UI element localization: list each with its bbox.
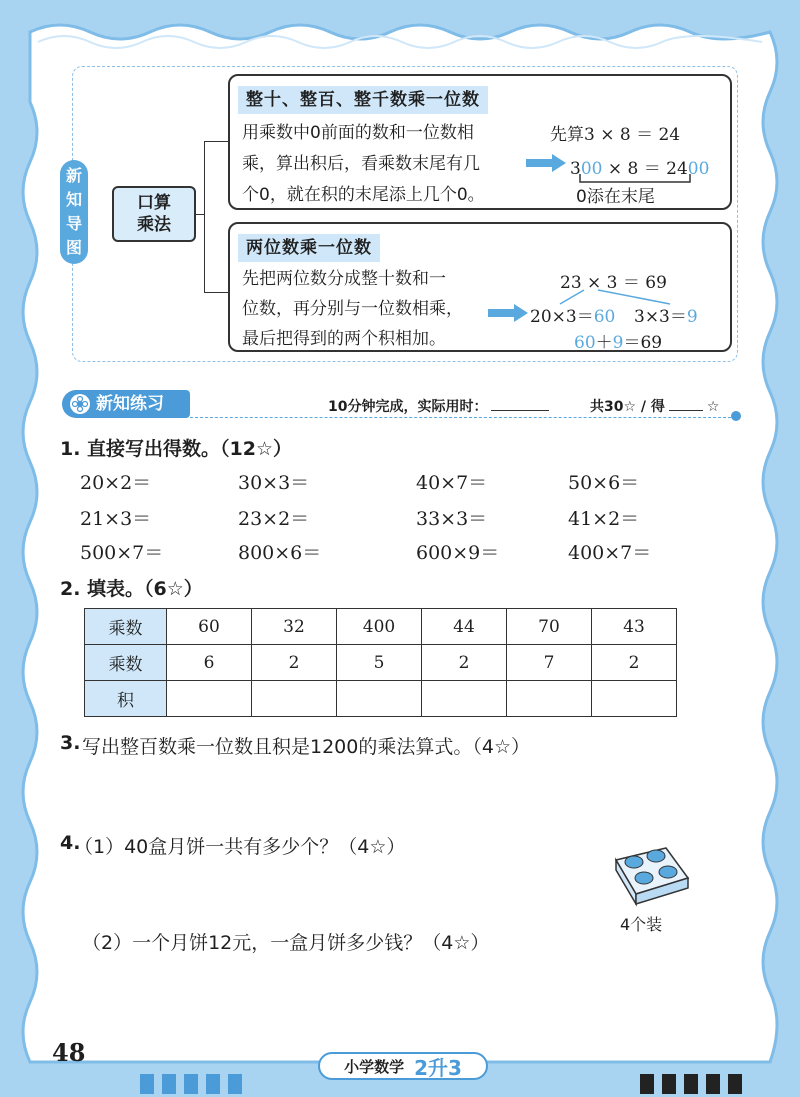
answer-cell[interactable] — [167, 681, 252, 717]
q1-expr[interactable]: 23×2＝ — [238, 508, 310, 530]
q1-expr[interactable]: 40×7＝ — [416, 472, 488, 494]
card-title: 整十、整百、整千数乘一位数 — [238, 86, 488, 114]
footer-bars-left — [140, 1074, 242, 1094]
root-connector — [196, 214, 204, 215]
card-multiples-of-ten — [228, 74, 732, 210]
example-line — [550, 120, 680, 145]
table-cell: 7 — [507, 645, 592, 681]
q1-expr[interactable]: 41×2＝ — [568, 508, 640, 530]
tag-char: 新 — [65, 166, 82, 185]
mooncake-box-icon — [608, 838, 692, 910]
bar — [162, 1074, 176, 1094]
sum-result: ＝69 — [623, 333, 663, 353]
score-info — [590, 396, 719, 416]
example-zeros: 00 — [580, 159, 603, 179]
answer-cell[interactable] — [592, 681, 677, 717]
footer-subject: 小学数学 — [344, 1057, 405, 1076]
footer-grade: 2升3 — [414, 1055, 462, 1080]
q1-expr[interactable]: 600×9＝ — [416, 542, 500, 564]
right-arrow-icon — [526, 154, 566, 172]
table-cell: 2 — [592, 645, 677, 681]
right-expr: 3×3＝ — [634, 307, 687, 327]
score-blank[interactable] — [669, 397, 703, 411]
table-header-cell: 乘数 — [85, 609, 167, 645]
example-zeros: 00 — [687, 159, 710, 179]
answer-cell[interactable] — [252, 681, 337, 717]
table-cell: 2 — [422, 645, 507, 681]
table-cell: 5 — [337, 645, 422, 681]
table-cell: 44 — [422, 609, 507, 645]
practice-tag-label: 新知练习 — [96, 394, 164, 414]
q1-title: 1. 直接写出得数。（12☆） — [60, 438, 293, 460]
q2-title: 2. 填表。（6☆） — [60, 578, 203, 600]
table-row — [85, 681, 677, 717]
star-icon: ☆ — [706, 399, 720, 415]
answer-cell[interactable] — [422, 681, 507, 717]
table-row — [85, 645, 677, 681]
practice-section-tag — [62, 390, 190, 418]
card-two-digit — [228, 222, 732, 352]
table-header-cell: 积 — [85, 681, 167, 717]
time-blank[interactable] — [491, 397, 549, 411]
time-label: 10分钟完成，实际用时： — [328, 399, 488, 415]
new-knowledge-map-tag — [60, 160, 88, 264]
example-part: × 8 ＝ 24 — [602, 159, 688, 179]
table-header-cell: 乘数 — [85, 645, 167, 681]
example-expr: 3 × 8 ＝ 24 — [584, 125, 681, 145]
tag-char: 导 — [65, 214, 82, 233]
footer-bars-right — [640, 1074, 742, 1094]
table-cell: 32 — [252, 609, 337, 645]
table-cell: 60 — [167, 609, 252, 645]
answer-cell[interactable] — [337, 681, 422, 717]
table-cell: 2 — [252, 645, 337, 681]
sum-part: 9 — [612, 333, 624, 353]
bar — [184, 1074, 198, 1094]
tag-char: 知 — [65, 190, 82, 209]
root-line: 乘法 — [137, 215, 171, 235]
example-sum — [574, 328, 662, 353]
example-right — [634, 302, 698, 327]
divider-dot — [731, 411, 741, 421]
sum-part: 60 — [574, 333, 596, 353]
bar — [640, 1074, 654, 1094]
root-node — [112, 186, 196, 242]
score-label: 共30☆ / 得 — [590, 399, 665, 415]
box-caption: 4个装 — [620, 915, 663, 934]
q3-number: 3. — [60, 732, 81, 754]
right-arrow-icon — [488, 304, 528, 322]
table-row — [85, 609, 677, 645]
q1-expr[interactable]: 21×3＝ — [80, 508, 152, 530]
bar — [140, 1074, 154, 1094]
card-text-line: 乘，算出积后，看乘数末尾有几 — [242, 154, 480, 174]
q1-expr[interactable]: 33×3＝ — [416, 508, 488, 530]
table-cell: 6 — [167, 645, 252, 681]
table-cell: 43 — [592, 609, 677, 645]
fill-table — [84, 608, 677, 717]
bar — [706, 1074, 720, 1094]
example-part: 3 — [570, 159, 581, 179]
card-text-line: 个0，就在积的末尾添上几个0。 — [242, 185, 485, 205]
tag-char: 图 — [65, 238, 82, 257]
example-prefix: 先算 — [550, 125, 584, 145]
q4-part1: （1）40盒月饼一共有多少个？（4☆） — [74, 836, 406, 858]
table-cell: 70 — [507, 609, 592, 645]
table-cell: 400 — [337, 609, 422, 645]
q1-expr[interactable]: 30×3＝ — [238, 472, 310, 494]
flower-icon — [70, 394, 90, 414]
q1-expr[interactable]: 20×2＝ — [80, 472, 152, 494]
card-text-line: 用乘数中0前面的数和一位数相 — [242, 123, 474, 143]
answer-cell[interactable] — [507, 681, 592, 717]
q1-expr[interactable]: 800×6＝ — [238, 542, 322, 564]
q1-expr[interactable]: 400×7＝ — [568, 542, 652, 564]
card-text-line: 最后把得到的两个积相加。 — [242, 329, 446, 349]
example-left — [530, 302, 615, 327]
footer-badge — [318, 1052, 488, 1080]
right-value: 9 — [686, 307, 698, 327]
left-value: 60 — [593, 307, 616, 327]
bar — [684, 1074, 698, 1094]
left-expr: 20×3＝ — [530, 307, 594, 327]
q1-expr[interactable]: 500×7＝ — [80, 542, 164, 564]
example-note: 0添在末尾 — [576, 187, 655, 207]
bar — [228, 1074, 242, 1094]
card-title: 两位数乘一位数 — [238, 234, 380, 262]
card-text-line: 位数，再分别与一位数相乘， — [242, 299, 463, 319]
bar — [206, 1074, 220, 1094]
root-line: 口算 — [137, 193, 171, 213]
bar — [728, 1074, 742, 1094]
branch-connector — [204, 141, 228, 293]
q4-number: 4. — [60, 832, 81, 854]
page-number: 48 — [52, 1038, 86, 1067]
q1-expr[interactable]: 50×6＝ — [568, 472, 640, 494]
sum-op: ＋ — [595, 333, 613, 353]
example-top: 23 × 3 ＝ 69 — [560, 273, 667, 293]
bar — [662, 1074, 676, 1094]
q4-part2: （2）一个月饼12元，一盒月饼多少钱？（4☆） — [82, 932, 490, 954]
time-info — [328, 396, 553, 416]
q3-text: 写出整百数乘一位数且积是1200的乘法算式。（4☆） — [82, 736, 530, 758]
practice-divider — [190, 417, 736, 418]
card-text-line: 先把两位数分成整十数和一 — [242, 269, 446, 289]
